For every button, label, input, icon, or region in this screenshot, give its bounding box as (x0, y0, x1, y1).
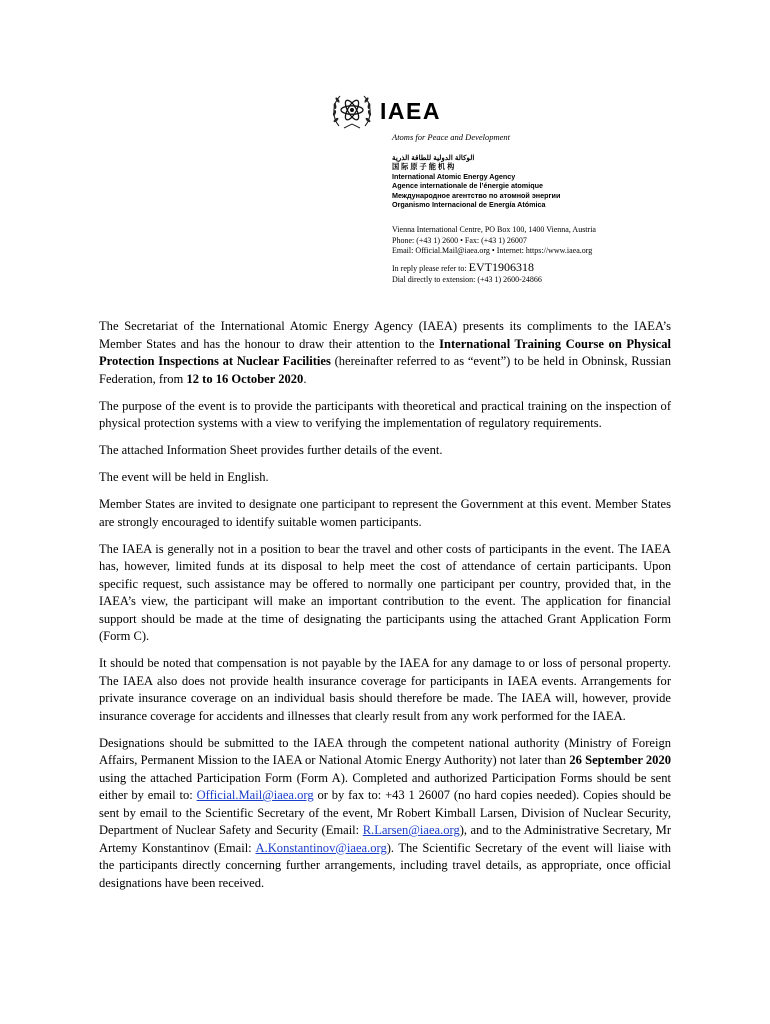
reference-code: EVT1906318 (468, 260, 534, 274)
direct-dial: Dial directly to extension: (+43 1) 2600-24866 (392, 275, 542, 284)
letter-body (99, 318, 671, 902)
paragraph-funding: The IAEA is generally not in a position to bear the travel and other costs of participants in the event. The IAEA has, however, limited funds at its disposal to help meet the cost of attendance of certain participants. Upon specific request, such assistance may be offered to normally one participant per country, provided that, in the IAEA’s view, the participant will make an important contribution to the event. The application for financial support should be made at the time of designating the participants using the attached Grant Application Form (Form C). (99, 541, 671, 643)
contact-block (392, 225, 596, 257)
paragraph-designation: Member States are invited to designate one participant to represent the Government at this event. Member States are strongly encouraged to identify suitable women participants. (99, 497, 671, 529)
iaea-logo (330, 90, 441, 132)
deadline-date: 26 September 2020 (569, 753, 671, 767)
event-dates: 12 to 16 October 2020 (186, 371, 304, 386)
intro-text: The Secretariat of the International Atomic Energy Agency (IAEA) presents its compliments to the IAEA’s Member States and has the honour to draw their attention to the (99, 319, 671, 351)
org-name-chinese: 国 际 原 子 能 机 构 (392, 162, 455, 172)
org-name-spanish: Organismo Internacional de Energía Atómica (392, 200, 546, 210)
org-names (392, 153, 560, 209)
tagline: Atoms for Peace and Development (392, 132, 511, 142)
org-name-french: Agence internationale de l’énergie atomique (392, 181, 543, 191)
submission-text-end: ). The Scientific Secretary of the event will liaise with the participants directly concerning further arrangements, including travel details, as appropriate, once official designations have been received. (99, 840, 671, 890)
org-name-arabic: الوكالة الدولية للطاقة الذرية (392, 153, 475, 162)
reply-reference (392, 262, 542, 274)
intro-text-cont: (hereinafter referred to as “event”) to be held in Obninsk, Russian Federation, from (99, 354, 672, 386)
submission-text-cont2: or by fax to: +43 1 26007 (no hard copies needed). Copies should be sent by email to the Scientific Secretary of the event, Mr Robert Kimball Larsen, Division of Nuclear Security, Department of Nuclear Safety and Security (Email: (99, 788, 671, 837)
submission-text-cont3: ), and to the Administrative Secretary, Mr Artemy Konstantinov (Email: (99, 823, 671, 855)
paragraph-purpose: The purpose of the event is to provide the participants with theoretical and practical training on the inspection of physical protection systems with a view to verifying the implementation of regulatory requirements. (99, 398, 671, 430)
larsen-email-link[interactable]: R.Larsen@iaea.org (362, 823, 460, 837)
org-acronym: IAEA (380, 97, 441, 124)
submission-text: Designations should be submitted to the IAEA through the competent national authority (Ministry of Foreign Affairs, Permanent Mission to the IAEA or National Atomic Energy Authority) not later than (99, 735, 671, 767)
event-title: International Training Course on Physical Protection Inspections at Nuclear Facilities (99, 336, 672, 368)
submission-text-cont: using the attached Participation Form (Form A). Completed and authorized Participation Forms should be sent either by email to: (99, 770, 671, 802)
paragraph-info-sheet: The attached Information Sheet provides further details of the event. (99, 443, 443, 457)
konstantinov-email-link[interactable]: A.Konstantinov@iaea.org (255, 840, 387, 855)
paragraph-insurance: It should be noted that compensation is not payable by the IAEA for any damage to or loss of personal property. The IAEA also does not provide health insurance coverage for participants in IAEA events. Arrangements for private insurance coverage on an individual basis should therefore be made. The IAEA will, however, provide insurance coverage for accidents and illnesses that clearly result from any work performed for the IAEA. (99, 656, 671, 723)
org-name-russian: Международное агентство по атомной энергии (392, 190, 561, 200)
address: Vienna International Centre, PO Box 100, 1400 Vienna, Austria (392, 225, 596, 234)
paragraph-language: The event will be held in English. (99, 470, 269, 484)
atom-laurel-icon (330, 90, 374, 132)
org-name-english: International Atomic Energy Agency (392, 171, 516, 181)
reply-label: In reply please refer to: (392, 264, 469, 273)
paragraph-intro (99, 318, 671, 388)
email-internet: Email: Official.Mail@iaea.org • Internet: https://www.iaea.org (392, 246, 593, 255)
paragraph-submission (99, 735, 671, 893)
phone-fax: Phone: (+43 1) 2600 • Fax: (+43 1) 26007 (392, 235, 527, 245)
intro-text-end: . (303, 371, 307, 386)
reference-block (392, 262, 542, 285)
official-mail-link[interactable]: Official.Mail@iaea.org (196, 788, 314, 802)
